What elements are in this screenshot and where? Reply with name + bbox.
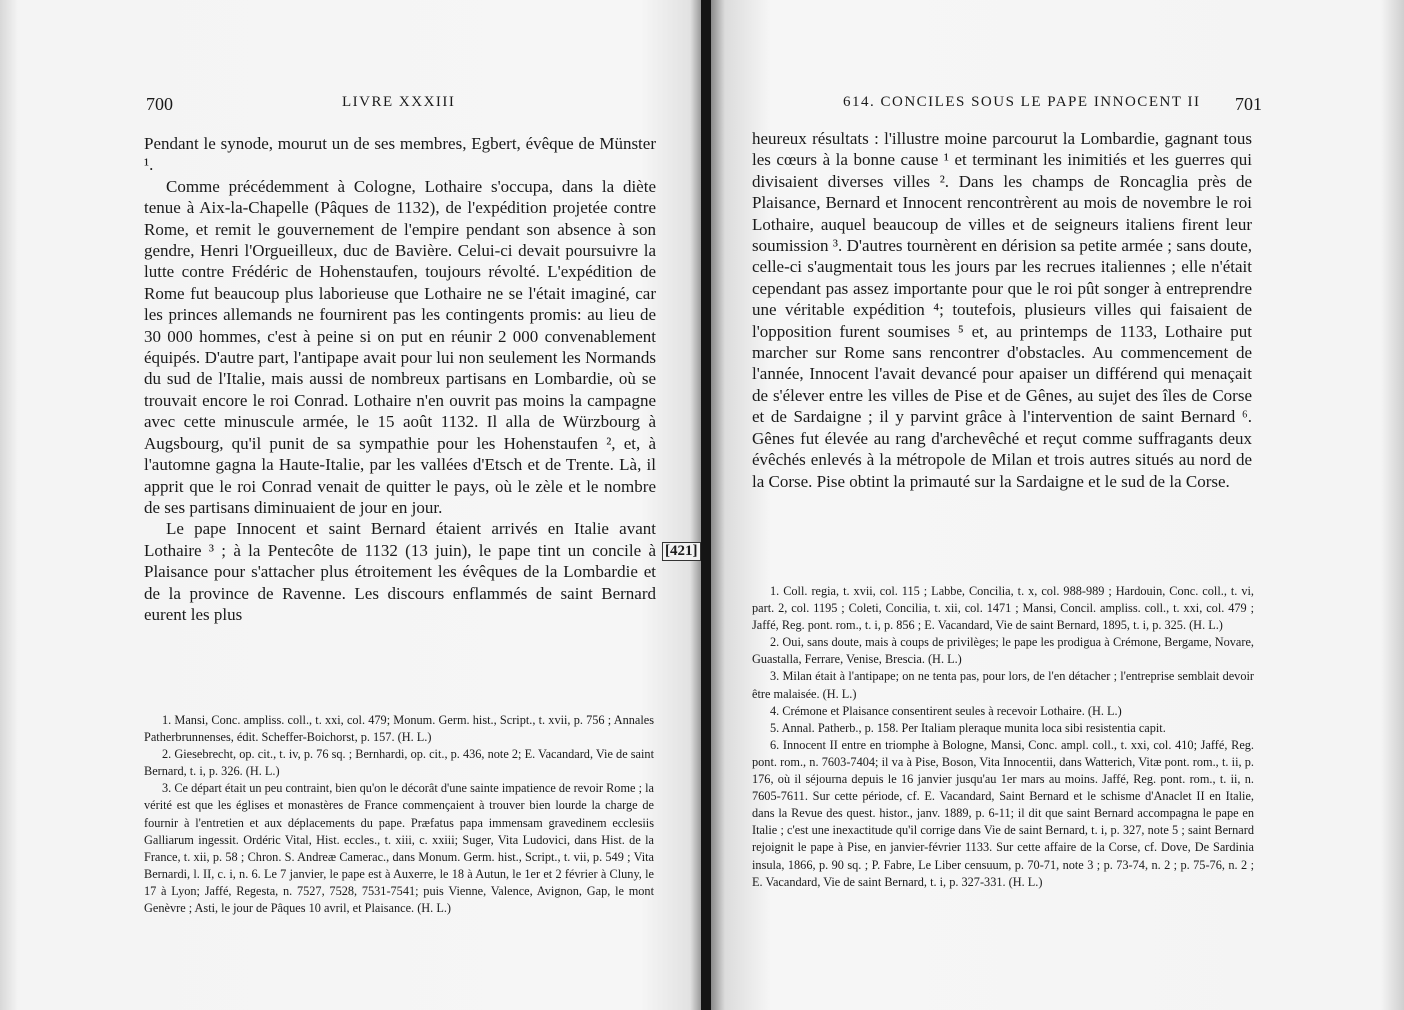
- running-head: 614. CONCILES SOUS LE PAPE INNOCENT II: [843, 94, 1201, 110]
- left-page: [0, 0, 701, 1010]
- page-number: 700: [146, 94, 173, 114]
- footnote: 2. Giesebrecht, op. cit., t. iv, p. 76 sq. ; Bernhardi, op. cit., p. 436, note 2; E. Vacandard, Vie de saint Bernard, t. i, p. 326. (H. L.): [144, 747, 654, 779]
- footnote: 6. Innocent II entre en triomphe à Bologne, Mansi, Conc. ampl. coll., t. xxi, col. 410; Jaffé, Reg. pont. rom., n. 7603-7404; il va à Pise, Boson, Vita Innocentii, dans Watterich, Vitæ pont. rom., t. ii, p. 176, où il séjourna depuis le 16 janvier jusqu'au 1er mars au moins. Jaffé, Reg. pont. rom., t. ii, n. 7605-7611. Sur cette période, cf. E. Vacandard, Saint Bernard et le schisme d'Anaclet II en Italie, dans la Revue des quest. histor., janv. 1889, p. 6-11; il dit que saint Bernard accompagna le pape en Italie ; c'est une inexactitude qu'il corrige dans Vie de saint Bernard, t. i, p. 327, note 5 ; saint Bernard rejoignit le pape à Pise, en janvier-février 1133. Sur cette affaire de la Corse, cf. Dove, De Sardinia insula, 1866, p. 90 sq. ; P. Fabre, Le Liber censuum, p. 70-71, note 3 ; p. 73-74, n. 2 ; p. 75-76, n. 2 ; E. Vacandard, Vie de saint Bernard, t. i, p. 327-331. (H. L.): [752, 737, 1254, 889]
- main-text: [752, 128, 1252, 492]
- footnote: 3. Milan était à l'antipape; on ne tenta pas, pour lors, de l'en détacher ; l'entreprise semblait devoir être malaisée. (H. L.): [752, 669, 1254, 701]
- footnotes: [144, 712, 654, 917]
- margin-page-marker: [421]: [662, 542, 701, 561]
- footnote: 1. Coll. regia, t. xvii, col. 115 ; Labbe, Concilia, t. x, col. 988-989 ; Hardouin, Conc. coll., t. vi, part. 2, col. 1195 ; Coleti, Concilia, t. xii, col. 1471 ; Mansi, Concil. ampliss. coll., t. xxi, col. 479 ; Jaffé, Reg. pont. rom., t. i, p. 856 ; E. Vacandard, Vie de saint Bernard, 1895, t. i, p. 325. (H. L.): [752, 584, 1254, 633]
- book-gutter: [701, 0, 711, 1010]
- paragraph: heureux résultats : l'illustre moine parcourut la Lombardie, gagnant tous les cœurs à la bonne cause ¹ et terminant les inimitiés et les guerres qui divisaient diverses villes ². Dans les champs de Roncaglia près de Plaisance, Bernard et Innocent rencontrèrent au mois de novembre le roi Lothaire, auquel beaucoup de villes et de seigneurs italiens firent leur soumission ³. D'autres tournèrent en dérision sa petite armée ; sans doute, celle-ci s'augmentait tous les jours par les recrues italiennes ; elle n'était cependant pas assez importante pour que le roi pût songer à entreprendre une véritable expédition ⁴; toutefois, plusieurs villes qui faisaient de l'opposition furent soumises ⁵ et, au printemps de 1133, Lothaire put marcher sur Rome sans rencontrer d'obstacles. Au commencement de l'année, Innocent l'avait devancé pour apaiser un différend qui menaçait de s'élever entre les villes de Pise et de Gênes, au sujet des îles de Corse et de Sardaigne ; il y parvint grâce à l'intervention de saint Bernard ⁶. Gênes fut élevée au rang d'archevêché et reçut comme suffragants deux évêchés enlevés à la métropole de Milan et trois autres situés au nord de la Corse. Pise obtint la primauté sur la Sardaigne et le sud de la Corse.: [752, 129, 1252, 491]
- main-text: [144, 133, 656, 625]
- footnote: 5. Annal. Patherb., p. 158. Per Italiam pleraque munita loca sibi resistentia capit.: [770, 720, 1166, 735]
- footnote: 4. Crémone et Plaisance consentirent seules à recevoir Lothaire. (H. L.): [770, 703, 1122, 718]
- running-head: LIVRE XXXIII: [342, 94, 456, 110]
- footnote: 1. Mansi, Conc. ampliss. coll., t. xxi, col. 479; Monum. Germ. hist., Script., t. xvii, p. 756 ; Annales Patherbrunnenses, édit. Scheffer-Boichorst, p. 157. (H. L.): [144, 713, 654, 745]
- paragraph: Le pape Innocent et saint Bernard étaient arrivés en Italie avant Lothaire ³ ; à la Pentecôte de 1132 (13 juin), le pape tint un concile à Plaisance pour s'attacher plus étroitement les évêques de la Lombardie et de la province de Ravenne. Les discours enflammés de saint Bernard eurent les plus: [144, 519, 656, 624]
- paragraph: Pendant le synode, mourut un de ses membres, Egbert, évêque de Münster ¹.: [144, 134, 656, 175]
- page-number: 701: [1235, 94, 1262, 114]
- paragraph: Comme précédemment à Cologne, Lothaire s'occupa, dans la diète tenue à Aix-la-Chapelle (Pâques de 1132), de l'expédition projetée contre Rome, et remit le gouvernement de l'empire pendant son absence à son gendre, Henri l'Orgueilleux, duc de Bavière. Celui-ci devait poursuivre la lutte contre Frédéric de Hohenstaufen, toujours révolté. L'expédition de Rome fut beaucoup plus laborieuse que Lothaire ne se l'était imaginé, car les princes allemands ne fournirent pas les contingents promis: au lieu de 30 000 hommes, c'est à peine si on put en réunir 2 000 convenablement équipés. D'autre part, l'antipape avait pour lui non seulement les Normands du sud de l'Italie, mais aussi de nombreux partisans en Lombardie, où se trouvait encore le roi Conrad. Lothaire n'en ouvrit pas moins la campagne avec cette minuscule armée, le 15 août 1132. Il alla de Würzbourg à Augsbourg, qu'il punit de sa sympathie pour les Hohenstaufen ², et, à l'automne gagna la Haute-Italie, par les vallées d'Etsch et de Trente. Là, il apprit que le roi Conrad venait de quitter le pays, où le zèle et le nombre de ses partisans diminuaient de jour en jour.: [144, 176, 656, 517]
- footnote: 2. Oui, sans doute, mais à coups de privilèges; le pape les prodigua à Crémone, Bergame, Novare, Guastalla, Ferrare, Venise, Brescia. (H. L.): [752, 635, 1254, 667]
- footnote: 3. Ce départ était un peu contraint, bien qu'on le décorât d'une sainte impatience de revoir Rome ; la vérité est que les églises et monastères de France commençaient à trouver bien lourde la charge de fournir à l'entretien et aux déplacements du pape. Præfatus papa immensam gravedinem ecclesiis Galliarum ingessit. Ordéric Vital, Hist. eccles., t. xiii, c. xxiii; Suger, Vita Ludovici, dans Hist. de la France, t. xii, p. 58 ; Chron. S. Andreæ Camerac., dans Monum. Germ. hist., Script., t. vii, p. 549 ; Vita Bernardi, l. II, c. i, n. 6. Le 7 janvier, le pape est à Auxerre, le 18 à Autun, le 1er et 2 février à Cluny, le 17 à Lyon; Jaffé, Regesta, n. 7527, 7528, 7531-7541; puis Vienne, Valence, Avignon, Gap, le mont Genèvre ; Asti, le jour de Pâques 10 avril, et Plaisance. (H. L.): [144, 781, 654, 916]
- right-page: [711, 0, 1404, 1010]
- footnotes: [752, 583, 1254, 891]
